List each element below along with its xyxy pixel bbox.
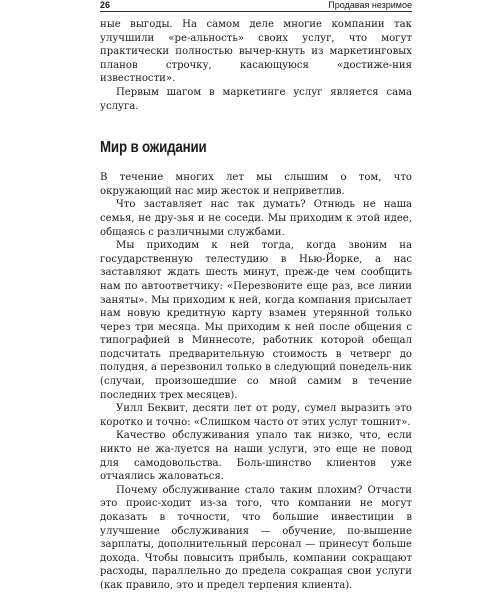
section-paragraph: Мы приходим к ней тогда, когда звоним на государственную телестудию в Нью-Йорке, а нас заставляют ждать шесть минут, преж-де чем сообщить нам по автоответчику: «Перезвоните еще раз, все линии заняты». Мы приходим к ней, когда компания присылает нам новую кредитную карту взамен утерянной только через три месяца. Мы приходим к ней после общения с типографией в Миннесоте, работник которой обещал подсчитать предварительную стоимость в четверг до полудня, а перезвонил только в следующий понедель-ник (случаи, произошедшие со мной самим в течение последних трех месяцев). xyxy=(100,240,412,401)
section-heading: Мир в ожидании xyxy=(100,139,207,157)
running-title: Продавая незримое xyxy=(328,0,412,10)
section-paragraph: Качество обслуживания упало так низко, что, если никто не жа-луется на наши услуги, это еще не повод для самодовольства. Боль-шинство клиентов уже отчаялись жаловаться. xyxy=(100,430,412,483)
section-paragraph: Что заставляет нас так думать? Отнюдь не наша семья, не дру-зья и не соседи. Мы приходим к этой идее, общаясь с различными службами. xyxy=(100,199,412,238)
page-body xyxy=(100,18,412,593)
section-paragraph: Уилл Беквит, десяти лет от роду, сумел выразить это коротко и точно: «Слишком часто от этих услуг тошнит». xyxy=(100,403,412,428)
intro-paragraph: ные выгоды. На самом деле многие компании так улучшили «ре-альность» своих услуг, что могут практически полностью вычер-кнуть из маркетинговых планов строчку, касающуюся «достиже-ния известности». xyxy=(100,19,412,85)
section-paragraph: Почему обслуживание стало таким плохим? Отчасти это проис-ходит из-за того, что компании не могут доказать в точности, что большие инвестиции в улучшение обслуживания — обучение, по-вышение зарплаты, дополнительный персонал — принесут больше дохода. Чтобы повысить прибыль, компании сокращают расходы, параллельно до предела сокращая свои услуги (как правило, это и предел терпения клиента). xyxy=(100,484,412,591)
section-paragraph: В течение многих лет мы слышим о том, что окружающий нас мир жесток и неприветлив. xyxy=(100,172,412,197)
intro-paragraph-final: Первым шагом в маркетинге услуг является сама услуга. xyxy=(100,86,412,112)
page-number: 26 xyxy=(100,0,111,10)
header-rule xyxy=(100,11,412,12)
